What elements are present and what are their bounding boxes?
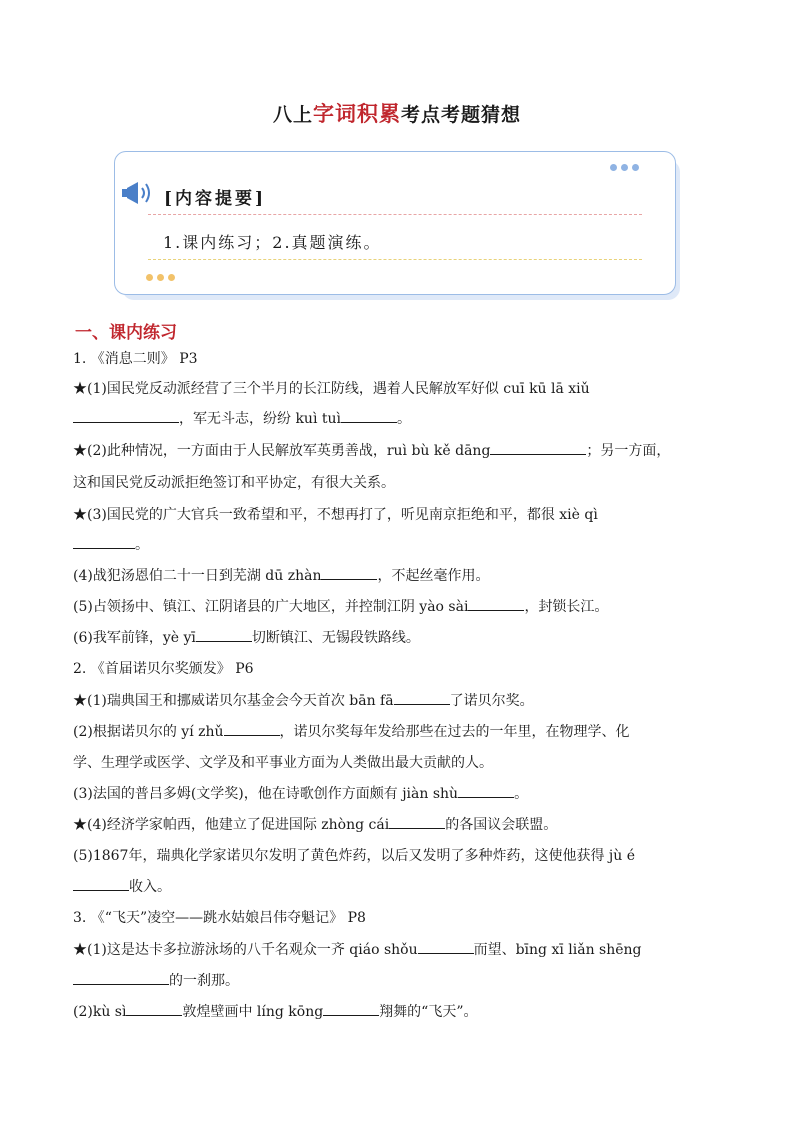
answer-blank[interactable]: [73, 876, 129, 891]
exercise-line: [73, 783, 528, 803]
summary-box: [114, 151, 676, 295]
line-text: 的一刹那。: [169, 973, 239, 989]
exercise-line: [73, 504, 598, 524]
answer-blank[interactable]: [394, 690, 450, 705]
exercise-line: [73, 1001, 478, 1021]
exercise-line: [73, 440, 670, 460]
line-text: 。: [135, 537, 149, 553]
answer-blank[interactable]: [389, 814, 445, 829]
exercise-line: [73, 408, 411, 428]
line-text: 切断镇江、无锡段铁路线。: [251, 630, 420, 646]
summary-heading: [内容提要]: [164, 189, 267, 209]
exercise-line: [73, 658, 254, 678]
exercise-line: [73, 378, 590, 398]
title-suffix: 考点考题猜想: [401, 104, 522, 126]
line-text: ，军无斗志，纷纷 kuì tuì: [179, 411, 341, 427]
exercise-line: [73, 970, 239, 990]
line-text: ，封锁长江。: [524, 599, 609, 615]
answer-blank[interactable]: [73, 970, 169, 985]
line-text: (2)kù sì: [73, 1004, 127, 1020]
line-text: 1. 《消息二则》 P3: [73, 351, 198, 367]
line-text: (2)根据诺贝尔的 yí zhǔ: [73, 724, 224, 740]
dashed-divider: [148, 214, 642, 215]
answer-blank[interactable]: [73, 534, 135, 549]
line-text: 敦煌壁画中 líng kōng: [182, 1004, 324, 1020]
answer-blank[interactable]: [323, 1001, 379, 1016]
line-text: 而望、bīng xī liǎn shēng: [473, 942, 642, 958]
line-text: (3)法国的普吕多姆(文学奖)，他在诗歌创作方面颇有 jiàn shù: [73, 786, 459, 802]
exercise-line: [73, 565, 489, 585]
line-text: ★(1)瑞典国王和挪威诺贝尔基金会今天首次 bān fā: [73, 693, 394, 709]
dots-decoration-bottom: [146, 274, 179, 281]
summary-body: 1.课内练习；2.真题演练。: [163, 233, 382, 252]
exercise-line: [73, 907, 366, 927]
line-text: ，不起丝毫作用。: [377, 568, 490, 584]
line-text: ★(3)国民党的广大官兵一致希望和平，不想再打了，听见南京拒绝和平，都很 xiè qì: [73, 507, 598, 523]
line-text: 的各国议会联盟。: [445, 817, 558, 833]
answer-blank[interactable]: [126, 1001, 182, 1016]
exercise-line: [73, 596, 608, 616]
answer-blank[interactable]: [341, 408, 397, 423]
line-text: 这和国民党反动派拒绝签订和平协定，有很大关系。: [73, 475, 395, 491]
exercise-line: [73, 472, 395, 492]
line-text: ，诺贝尔奖每年发给那些在过去的一年里，在物理学、化: [279, 724, 630, 740]
title-highlight: 字词积累: [313, 102, 401, 126]
line-text: ★(1)国民党反动派经营了三个半月的长江防线，遇着人民解放军好似 cuī kū lā xiǔ: [73, 381, 590, 397]
answer-blank[interactable]: [224, 721, 280, 736]
exercise-line: [73, 690, 534, 710]
line-text: ★(1)这是达卡多拉游泳场的八千名观众一齐 qiáo shǒu: [73, 942, 418, 958]
line-text: 翔舞的“飞天”。: [379, 1004, 478, 1020]
section-heading: 一、课内练习: [75, 323, 177, 343]
line-text: 2. 《首届诺贝尔奖颁发》 P6: [73, 661, 254, 677]
answer-blank[interactable]: [321, 565, 377, 580]
exercise-line: [73, 845, 635, 865]
answer-blank[interactable]: [73, 408, 179, 423]
line-text: 3. 《“飞天”凌空——跳水姑娘吕伟夺魁记》 P8: [73, 910, 366, 926]
answer-blank[interactable]: [490, 440, 586, 455]
line-text: 学、生理学或医学、文学及和平事业方面为人类做出最大贡献的人。: [73, 755, 493, 771]
line-text: 收入。: [129, 879, 171, 895]
dots-decoration-top: [610, 164, 643, 171]
line-text: (5)占领扬中、镇江、江阴诸县的广大地区，并控制江阴 yào sài: [73, 599, 469, 615]
exercise-line: [73, 721, 630, 741]
exercise-line: [73, 348, 198, 368]
exercise-line: [73, 534, 149, 554]
title-prefix: 八上: [272, 104, 313, 126]
line-text: ★(4)经济学家帕西，他建立了促进国际 zhòng cái: [73, 817, 390, 833]
answer-blank[interactable]: [196, 627, 252, 642]
line-text: (4)战犯汤恩伯二十一日到芜湖 dū zhàn: [73, 568, 322, 584]
exercise-line: [73, 752, 493, 772]
answer-blank[interactable]: [418, 939, 474, 954]
page-title: [0, 98, 794, 128]
line-text: 。: [514, 786, 529, 802]
dashed-divider: [148, 259, 642, 260]
line-text: ★(2)此种情况，一方面由于人民解放军英勇善战，ruì bù kě dāng: [73, 443, 491, 459]
answer-blank[interactable]: [468, 596, 524, 611]
line-text: (5)1867年，瑞典化学家诺贝尔发明了黄色炸药，以后又发明了多种炸药，这使他获得 jù é: [73, 848, 636, 864]
exercise-line: [73, 627, 420, 647]
answer-blank[interactable]: [458, 783, 514, 798]
line-text: (6)我军前锋，yè yī: [73, 630, 196, 646]
exercise-line: [73, 876, 171, 896]
exercise-line: [73, 939, 642, 959]
megaphone-icon: [121, 180, 155, 206]
line-text: ；另一方面，: [586, 443, 671, 459]
exercise-line: [73, 814, 557, 834]
line-text: 了诺贝尔奖。: [449, 693, 534, 709]
line-text: 。: [397, 411, 411, 427]
